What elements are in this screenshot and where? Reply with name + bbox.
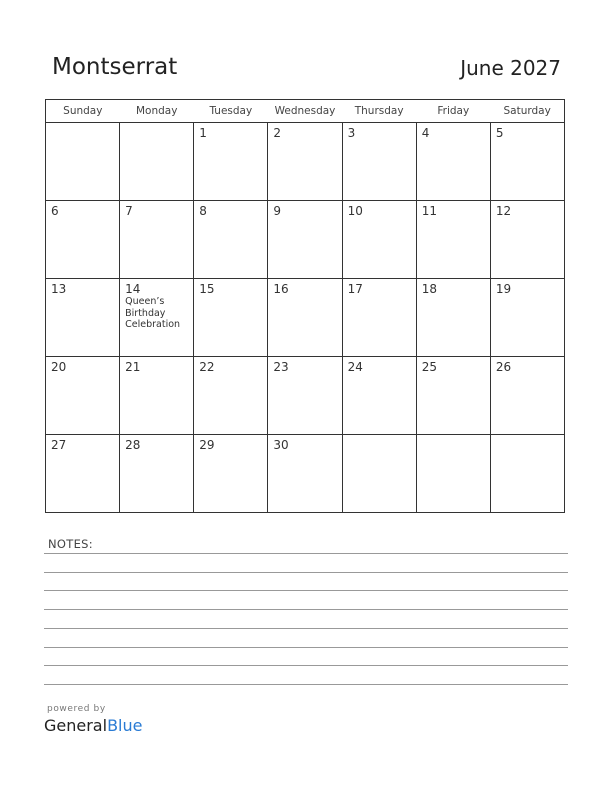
day-cell: [194, 435, 268, 513]
day-number: 21: [125, 360, 141, 374]
day-cell: [120, 123, 194, 201]
day-number: 22: [199, 360, 215, 374]
day-cell: [490, 123, 564, 201]
day-cell: [194, 123, 268, 201]
day-number: 10: [347, 204, 363, 218]
calendar-grid: [45, 99, 565, 513]
day-cell: [268, 357, 342, 435]
day-cell: [416, 435, 490, 513]
note-line: [44, 647, 568, 648]
week-row: [46, 279, 565, 357]
day-number: 23: [273, 360, 289, 374]
day-cell: [120, 435, 194, 513]
day-cell: [194, 201, 268, 279]
day-number: 4: [421, 126, 430, 140]
day-cell: [46, 201, 120, 279]
day-number: 20: [51, 360, 67, 374]
weekday-header: Tuesday: [194, 100, 268, 123]
day-number: 2: [273, 126, 282, 140]
day-cell: [46, 279, 120, 357]
day-number: 6: [51, 204, 59, 218]
note-line: [44, 609, 568, 610]
day-cell: [342, 435, 416, 513]
day-number: 26: [495, 360, 512, 374]
day-number: 5: [495, 126, 504, 140]
day-cell: [416, 357, 490, 435]
note-line: [44, 553, 568, 554]
day-cell: [194, 279, 268, 357]
day-cell: [46, 123, 120, 201]
day-number: 11: [421, 204, 437, 218]
day-number: 15: [199, 282, 215, 296]
day-cell: [46, 357, 120, 435]
day-cell: [490, 357, 564, 435]
note-line: [44, 665, 568, 666]
powered-by-text: powered by: [47, 704, 106, 714]
weekday-header: Saturday: [490, 100, 564, 123]
day-cell: [342, 357, 416, 435]
day-cell: [194, 357, 268, 435]
day-number: 19: [495, 282, 512, 296]
day-cell: [268, 123, 342, 201]
day-cell: [120, 357, 194, 435]
note-line: [44, 628, 568, 629]
day-cell: [342, 123, 416, 201]
weekday-header: Sunday: [46, 100, 120, 123]
note-line: [44, 684, 568, 685]
day-number: 24: [347, 360, 363, 374]
day-cell: [120, 201, 194, 279]
day-number: 25: [421, 360, 437, 374]
day-cell: [490, 279, 564, 357]
day-number: 30: [273, 438, 289, 452]
generalblue-logo: [44, 716, 142, 735]
day-cell: [416, 201, 490, 279]
day-cell: [268, 201, 342, 279]
month-year-title: June 2027: [460, 56, 561, 80]
weekday-header: Wednesday: [268, 100, 342, 123]
country-title: Montserrat: [52, 54, 178, 80]
day-cell: [342, 201, 416, 279]
notes-label: NOTES:: [48, 537, 93, 551]
note-line: [44, 572, 568, 573]
day-number: 17: [347, 282, 363, 296]
weekday-header: Monday: [120, 100, 194, 123]
day-number: 13: [51, 282, 67, 296]
day-number: 7: [125, 204, 133, 218]
day-number: 18: [421, 282, 437, 296]
day-number: 8: [199, 204, 207, 218]
day-number: 28: [125, 438, 141, 452]
day-number: 9: [273, 204, 282, 218]
day-number: 29: [199, 438, 215, 452]
week-row: [46, 435, 565, 513]
week-row: [46, 357, 565, 435]
day-cell: [268, 435, 342, 513]
day-cell: [416, 279, 490, 357]
week-row: [46, 123, 565, 201]
week-row: [46, 201, 565, 279]
day-number: 12: [495, 204, 512, 218]
day-number: 27: [51, 438, 67, 452]
day-cell: [490, 435, 564, 513]
brand-general-text: General: [44, 716, 108, 735]
day-number: 3: [347, 126, 356, 140]
note-line: [44, 590, 568, 591]
holiday-label: Queen’s Birthday Celebration: [125, 296, 181, 330]
day-cell: [416, 123, 490, 201]
day-cell: [268, 279, 342, 357]
brand-blue-text: Blue: [107, 716, 143, 735]
day-number: 1: [199, 126, 207, 140]
day-number: 14: [125, 282, 141, 296]
day-cell: [490, 201, 564, 279]
day-number: 16: [273, 282, 289, 296]
day-cell: [120, 279, 194, 357]
day-cell: [46, 435, 120, 513]
weekday-header-row: [46, 100, 565, 123]
weekday-header: Friday: [416, 100, 490, 123]
weekday-header: Thursday: [342, 100, 416, 123]
day-cell: [342, 279, 416, 357]
